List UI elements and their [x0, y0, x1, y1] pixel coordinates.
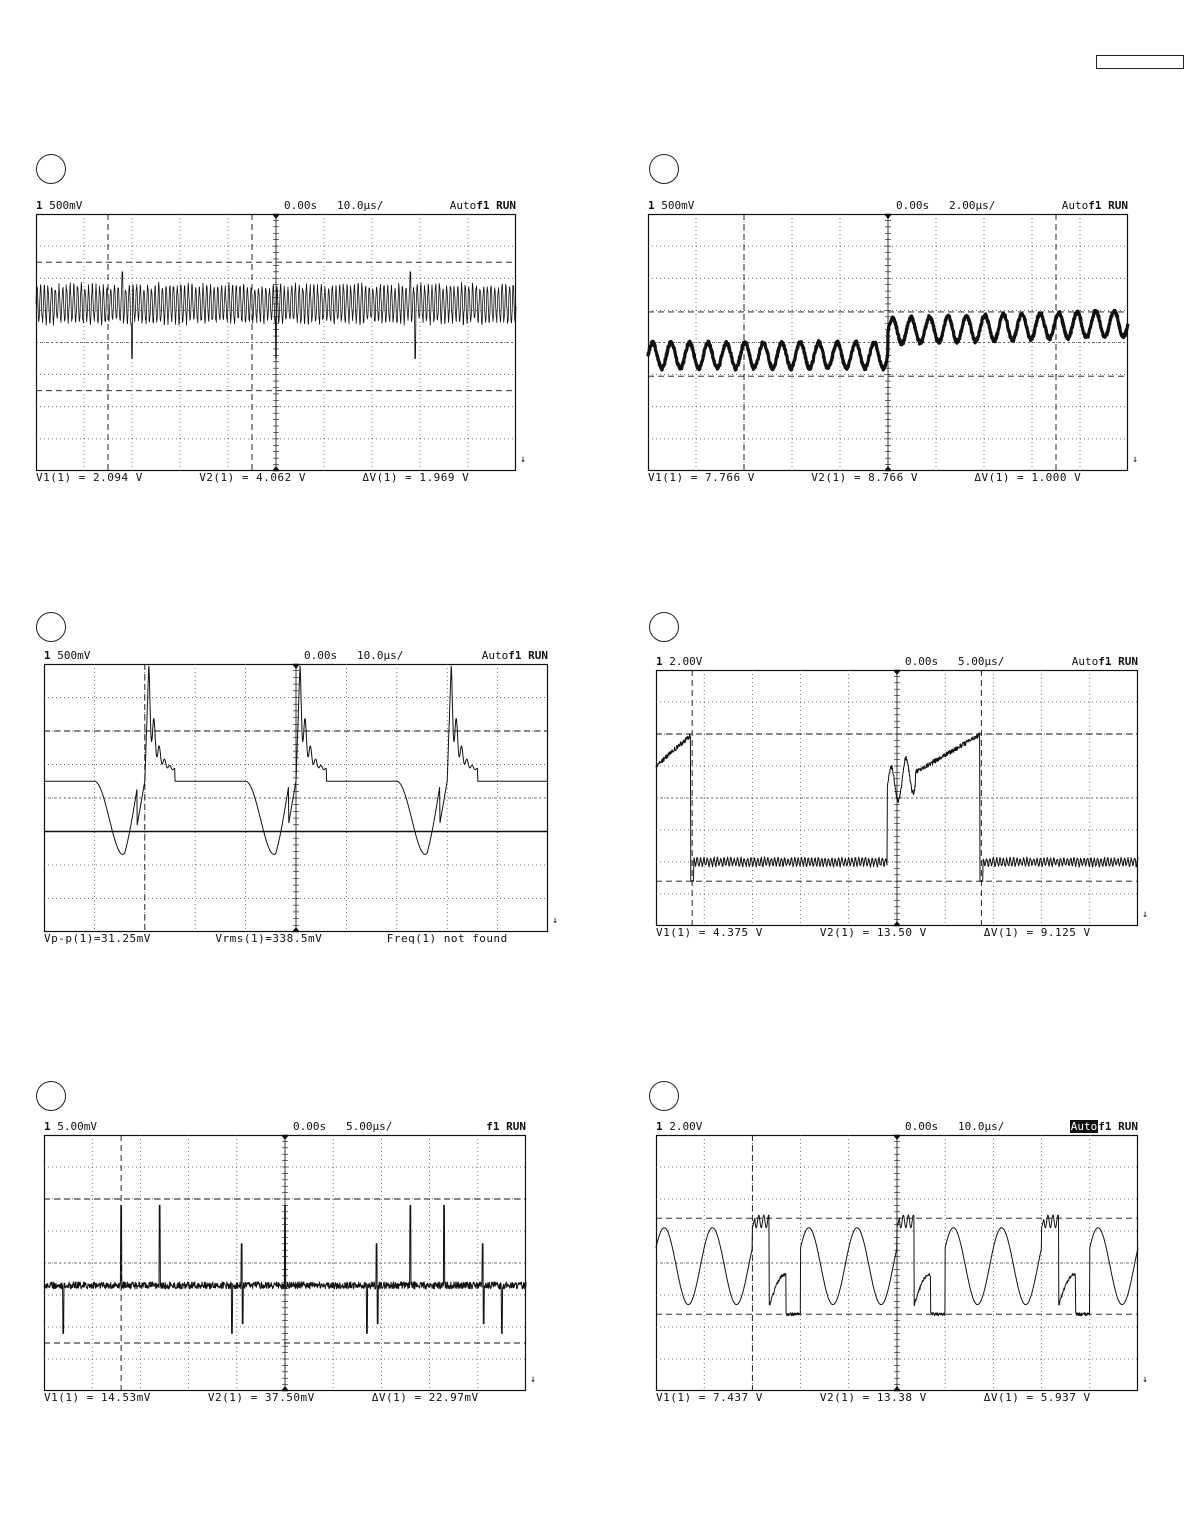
measurement-readout: V1(1) = 4.375 V: [656, 926, 763, 939]
circle-marker-icon: [36, 1081, 66, 1111]
circle-marker-icon: [36, 612, 66, 642]
trigger-marker-icon: [292, 664, 300, 669]
channel-scale: 1 2.00V: [656, 1120, 703, 1133]
measurement-readout: V2(1) = 8.766 V: [811, 471, 919, 484]
trigger-status: Autof1 RUN: [1070, 1120, 1138, 1133]
ground-level-icon: ↓: [530, 1374, 537, 1385]
measurement-readout: V2(1) = 37.50mV: [207, 1391, 315, 1404]
scope-screen: [656, 1135, 1138, 1391]
trigger-status: Autof1 RUN: [1071, 655, 1138, 668]
channel-scale: 1 500mV: [36, 199, 83, 212]
scope-panel: [656, 656, 1158, 942]
timebase-readout: 0.00s 5.00µs/: [293, 1120, 393, 1133]
measurement-readout: Vrms(1)=338.5mV: [215, 932, 323, 945]
trigger-marker-icon: [281, 1135, 289, 1140]
trigger-status: Autof1 RUN: [481, 649, 548, 662]
timebase-readout: 0.00s 10.0µs/: [284, 199, 384, 212]
timebase-readout: 0.00s 10.0µs/: [304, 649, 404, 662]
ground-level-icon: ↓: [1142, 909, 1149, 920]
channel-scale: 1 2.00V: [656, 655, 703, 668]
circle-marker-icon: [36, 154, 66, 184]
trigger-marker-icon: [893, 670, 901, 675]
scope-screen: [648, 214, 1128, 471]
page-number-box: [1096, 55, 1184, 69]
measurement-readout: V1(1) = 2.094 V: [36, 471, 143, 484]
measurement-readout: ΔV(1) = 1.969 V: [362, 471, 470, 484]
measurement-readout: ΔV(1) = 1.000 V: [974, 471, 1082, 484]
measurement-readout: V2(1) = 13.38 V: [819, 1391, 927, 1404]
trigger-marker-icon: [884, 214, 892, 219]
channel-scale: 1 500mV: [44, 649, 91, 662]
scope-screen: [44, 664, 548, 932]
circle-marker-icon: [649, 1081, 679, 1111]
measurement-readout: Freq(1) not found: [386, 932, 508, 945]
timebase-readout: 0.00s 5.00µs/: [905, 655, 1005, 668]
scope-panel: [648, 200, 1148, 487]
circle-marker-icon: [649, 612, 679, 642]
measurement-readout: V2(1) = 13.50 V: [819, 926, 927, 939]
measurement-readout: ΔV(1) = 5.937 V: [983, 1391, 1091, 1404]
trigger-status: Autof1 RUN: [449, 199, 516, 212]
measurement-readout: V1(1) = 7.437 V: [656, 1391, 763, 1404]
scope-panel: [44, 1121, 546, 1407]
measurement-readout: V1(1) = 14.53mV: [44, 1391, 151, 1404]
scope-panel: [36, 200, 536, 487]
measurement-readout: ΔV(1) = 9.125 V: [983, 926, 1091, 939]
trigger-marker-icon: [272, 214, 280, 219]
timebase-readout: 0.00s 10.0µs/: [905, 1120, 1005, 1133]
scope-screen: [44, 1135, 526, 1391]
trigger-status: Autof1 RUN: [1061, 199, 1128, 212]
scope-screen: [36, 214, 516, 471]
timebase-readout: 0.00s 2.00µs/: [896, 199, 996, 212]
circle-marker-icon: [649, 154, 679, 184]
measurement-readout: ΔV(1) = 22.97mV: [371, 1391, 479, 1404]
scope-panel: [656, 1121, 1158, 1407]
measurement-readout: V2(1) = 4.062 V: [199, 471, 307, 484]
trigger-marker-icon: [893, 1135, 901, 1140]
channel-scale: 1 5.00mV: [44, 1120, 97, 1133]
ground-level-icon: ↓: [1142, 1374, 1149, 1385]
channel-scale: 1 500mV: [648, 199, 695, 212]
ground-level-icon: ↓: [552, 915, 559, 926]
ground-level-icon: ↓: [520, 454, 527, 465]
scope-panel: [44, 650, 568, 948]
ground-level-icon: ↓: [1132, 454, 1139, 465]
trigger-status: f1 RUN: [486, 1120, 526, 1133]
scope-screen: [656, 670, 1138, 926]
measurement-readout: V1(1) = 7.766 V: [648, 471, 755, 484]
measurement-readout: Vp-p(1)=31.25mV: [44, 932, 151, 945]
